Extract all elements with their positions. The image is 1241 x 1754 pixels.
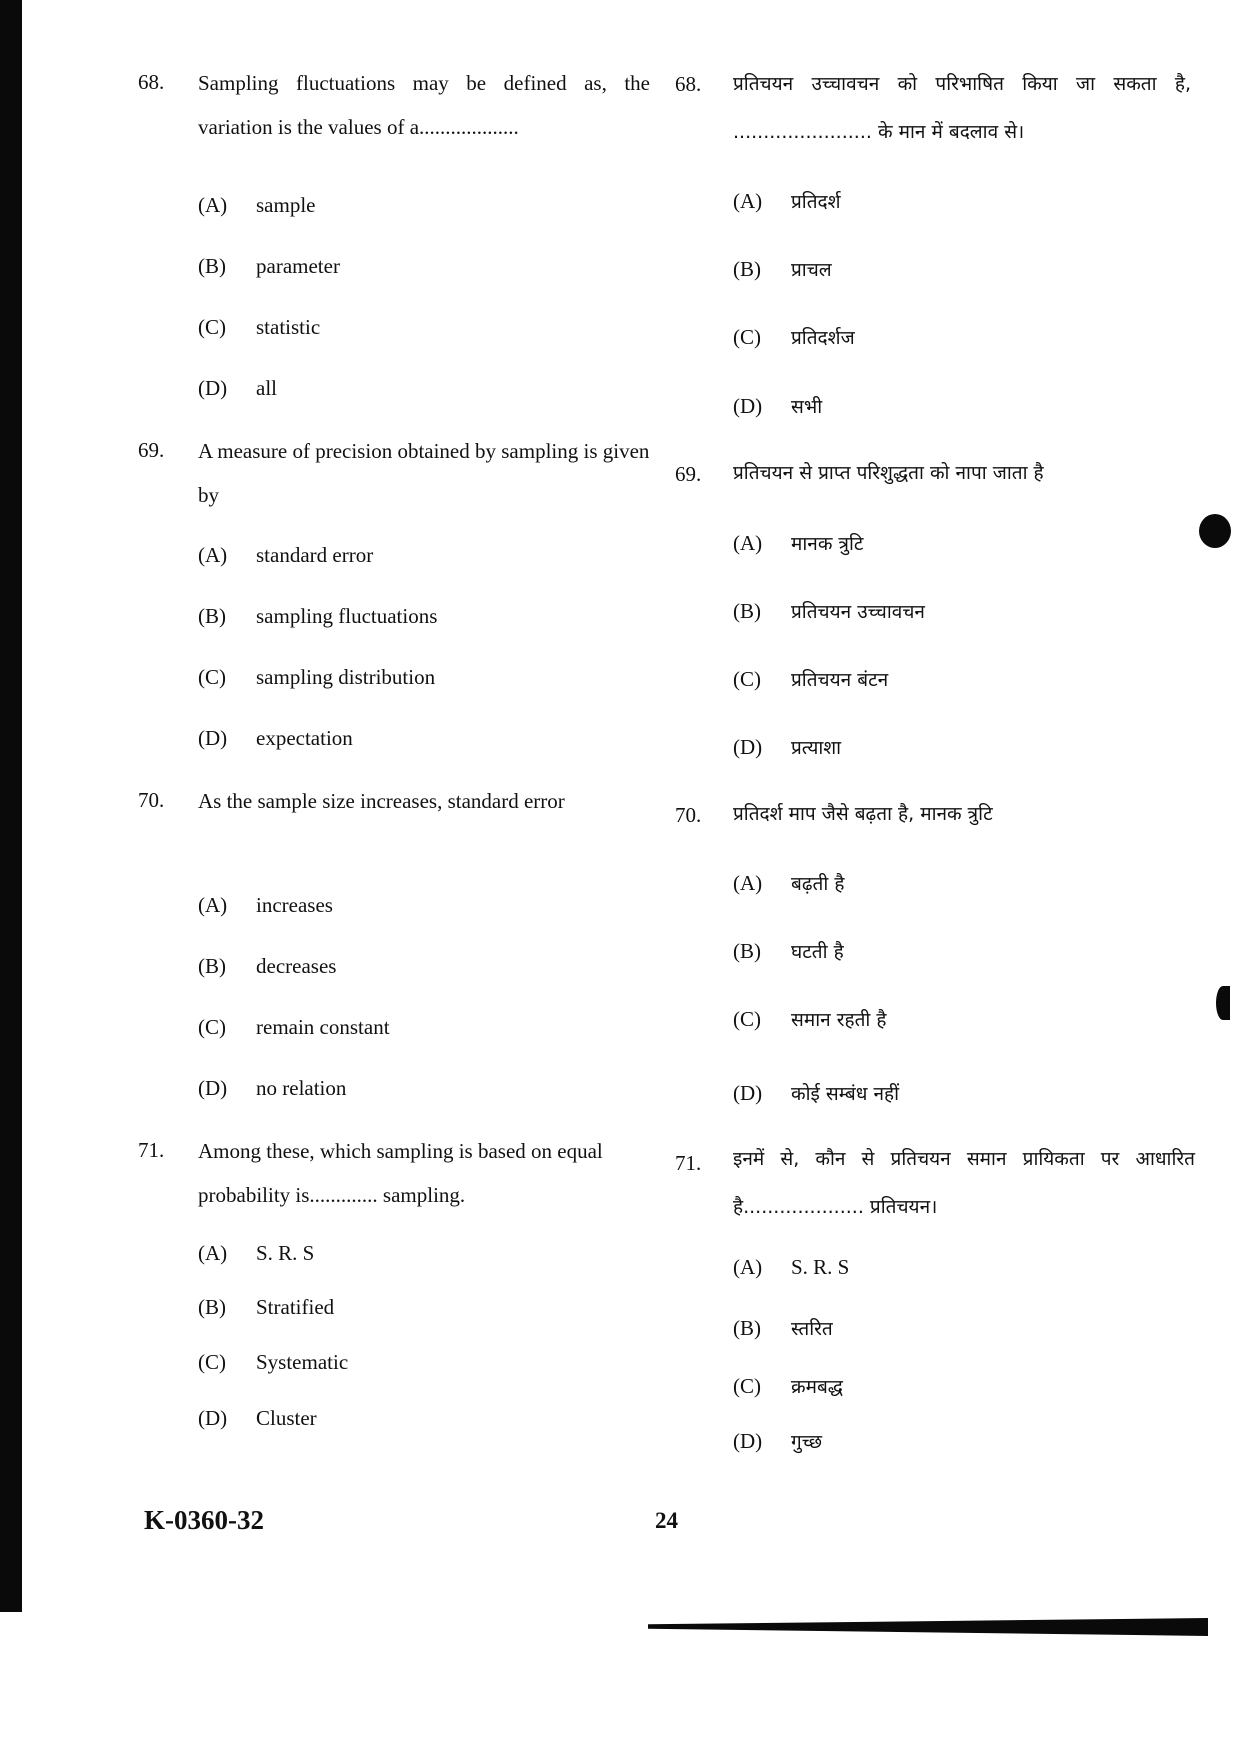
hindi-question-text: प्रतिचयन से प्राप्त परिशुद्धता को नापा जाता है: [733, 462, 1044, 484]
question-number: 69.: [138, 438, 165, 462]
option-b: (B) Stratified: [198, 1295, 335, 1319]
option-a: (A) increases: [198, 893, 333, 917]
hindi-option-c: (C) क्रमबद्ध: [733, 1374, 843, 1398]
punch-hole-edge: [1216, 986, 1230, 1020]
option-a: (A) S. R. S: [198, 1241, 315, 1265]
bottom-rule: [648, 1618, 1208, 1636]
question-text: Among these, which sampling is based on equal probability is............. sampling.: [198, 1139, 603, 1207]
option-a: (A) sample: [198, 193, 316, 217]
option-b: (B) decreases: [198, 954, 337, 978]
hindi-question-number: 70.: [675, 803, 702, 827]
question-number: 71.: [138, 1138, 165, 1162]
hindi-question-text: प्रतिदर्श माप जैसे बढ़ता है, मानक त्रुटि: [733, 803, 993, 825]
option-d: (D) no relation: [198, 1076, 347, 1100]
hindi-option-c: (C) प्रतिदर्शज: [733, 325, 855, 349]
hindi-option-a: (A) बढ़ती है: [733, 871, 845, 895]
hindi-option-c: (C) समान रहती है: [733, 1007, 887, 1031]
option-c: (C) sampling distribution: [198, 665, 436, 689]
hindi-option-a: (A) मानक त्रुटि: [733, 531, 864, 555]
option-d: (D) Cluster: [198, 1406, 317, 1430]
page-number: 24: [655, 1508, 678, 1533]
question-number: 70.: [138, 788, 165, 812]
option-b: (B) sampling fluctuations: [198, 604, 438, 628]
booklet-code: K-0360-32: [144, 1505, 264, 1535]
hindi-option-a: (A) S. R. S: [733, 1255, 850, 1279]
hindi-option-c: (C) प्रतिचयन बंटन: [733, 667, 889, 691]
option-c: (C) Systematic: [198, 1350, 349, 1374]
hindi-question-number: 69.: [675, 462, 702, 486]
hindi-option-d: (D) कोई सम्बंध नहीं: [733, 1081, 900, 1105]
hindi-option-a: (A) प्रतिदर्श: [733, 189, 841, 213]
option-a: (A) standard error: [198, 543, 374, 567]
question-text: A measure of precision obtained by sampling is given by: [198, 439, 650, 507]
hindi-option-d: (D) सभी: [733, 394, 823, 418]
option-b: (B) parameter: [198, 254, 340, 278]
hindi-option-b: (B) घटती है: [733, 939, 844, 963]
hindi-option-b: (B) प्रतिचयन उच्चावचन: [733, 599, 925, 623]
hindi-question-text: इनमें से, कौन से प्रतिचयन समान प्रायिकता पर आधारित है.................... प्रतिचयन।: [733, 1148, 1195, 1218]
hindi-option-b: (B) प्राचल: [733, 257, 832, 281]
option-c: (C) remain constant: [198, 1015, 390, 1039]
hindi-question-text: प्रतिचयन उच्चावचन को परिभाषित किया जा सकता है, ....................... के मान में बदलाव से।: [733, 73, 1191, 143]
hindi-question-number: 71.: [675, 1151, 702, 1175]
question-number: 68.: [138, 70, 165, 94]
option-d: (D) expectation: [198, 726, 353, 750]
hindi-option-d: (D) प्रत्याशा: [733, 735, 842, 759]
option-d: (D) all: [198, 376, 277, 400]
hindi-question-number: 68.: [675, 72, 702, 96]
hindi-option-d: (D) गुच्छ: [733, 1429, 823, 1453]
hindi-option-b: (B) स्तरित: [733, 1316, 833, 1340]
question-text: Sampling fluctuations may be defined as, the variation is the values of a...................: [198, 71, 650, 139]
option-c: (C) statistic: [198, 315, 321, 339]
punch-hole: [1199, 514, 1231, 548]
question-text: As the sample size increases, standard error: [198, 789, 565, 813]
